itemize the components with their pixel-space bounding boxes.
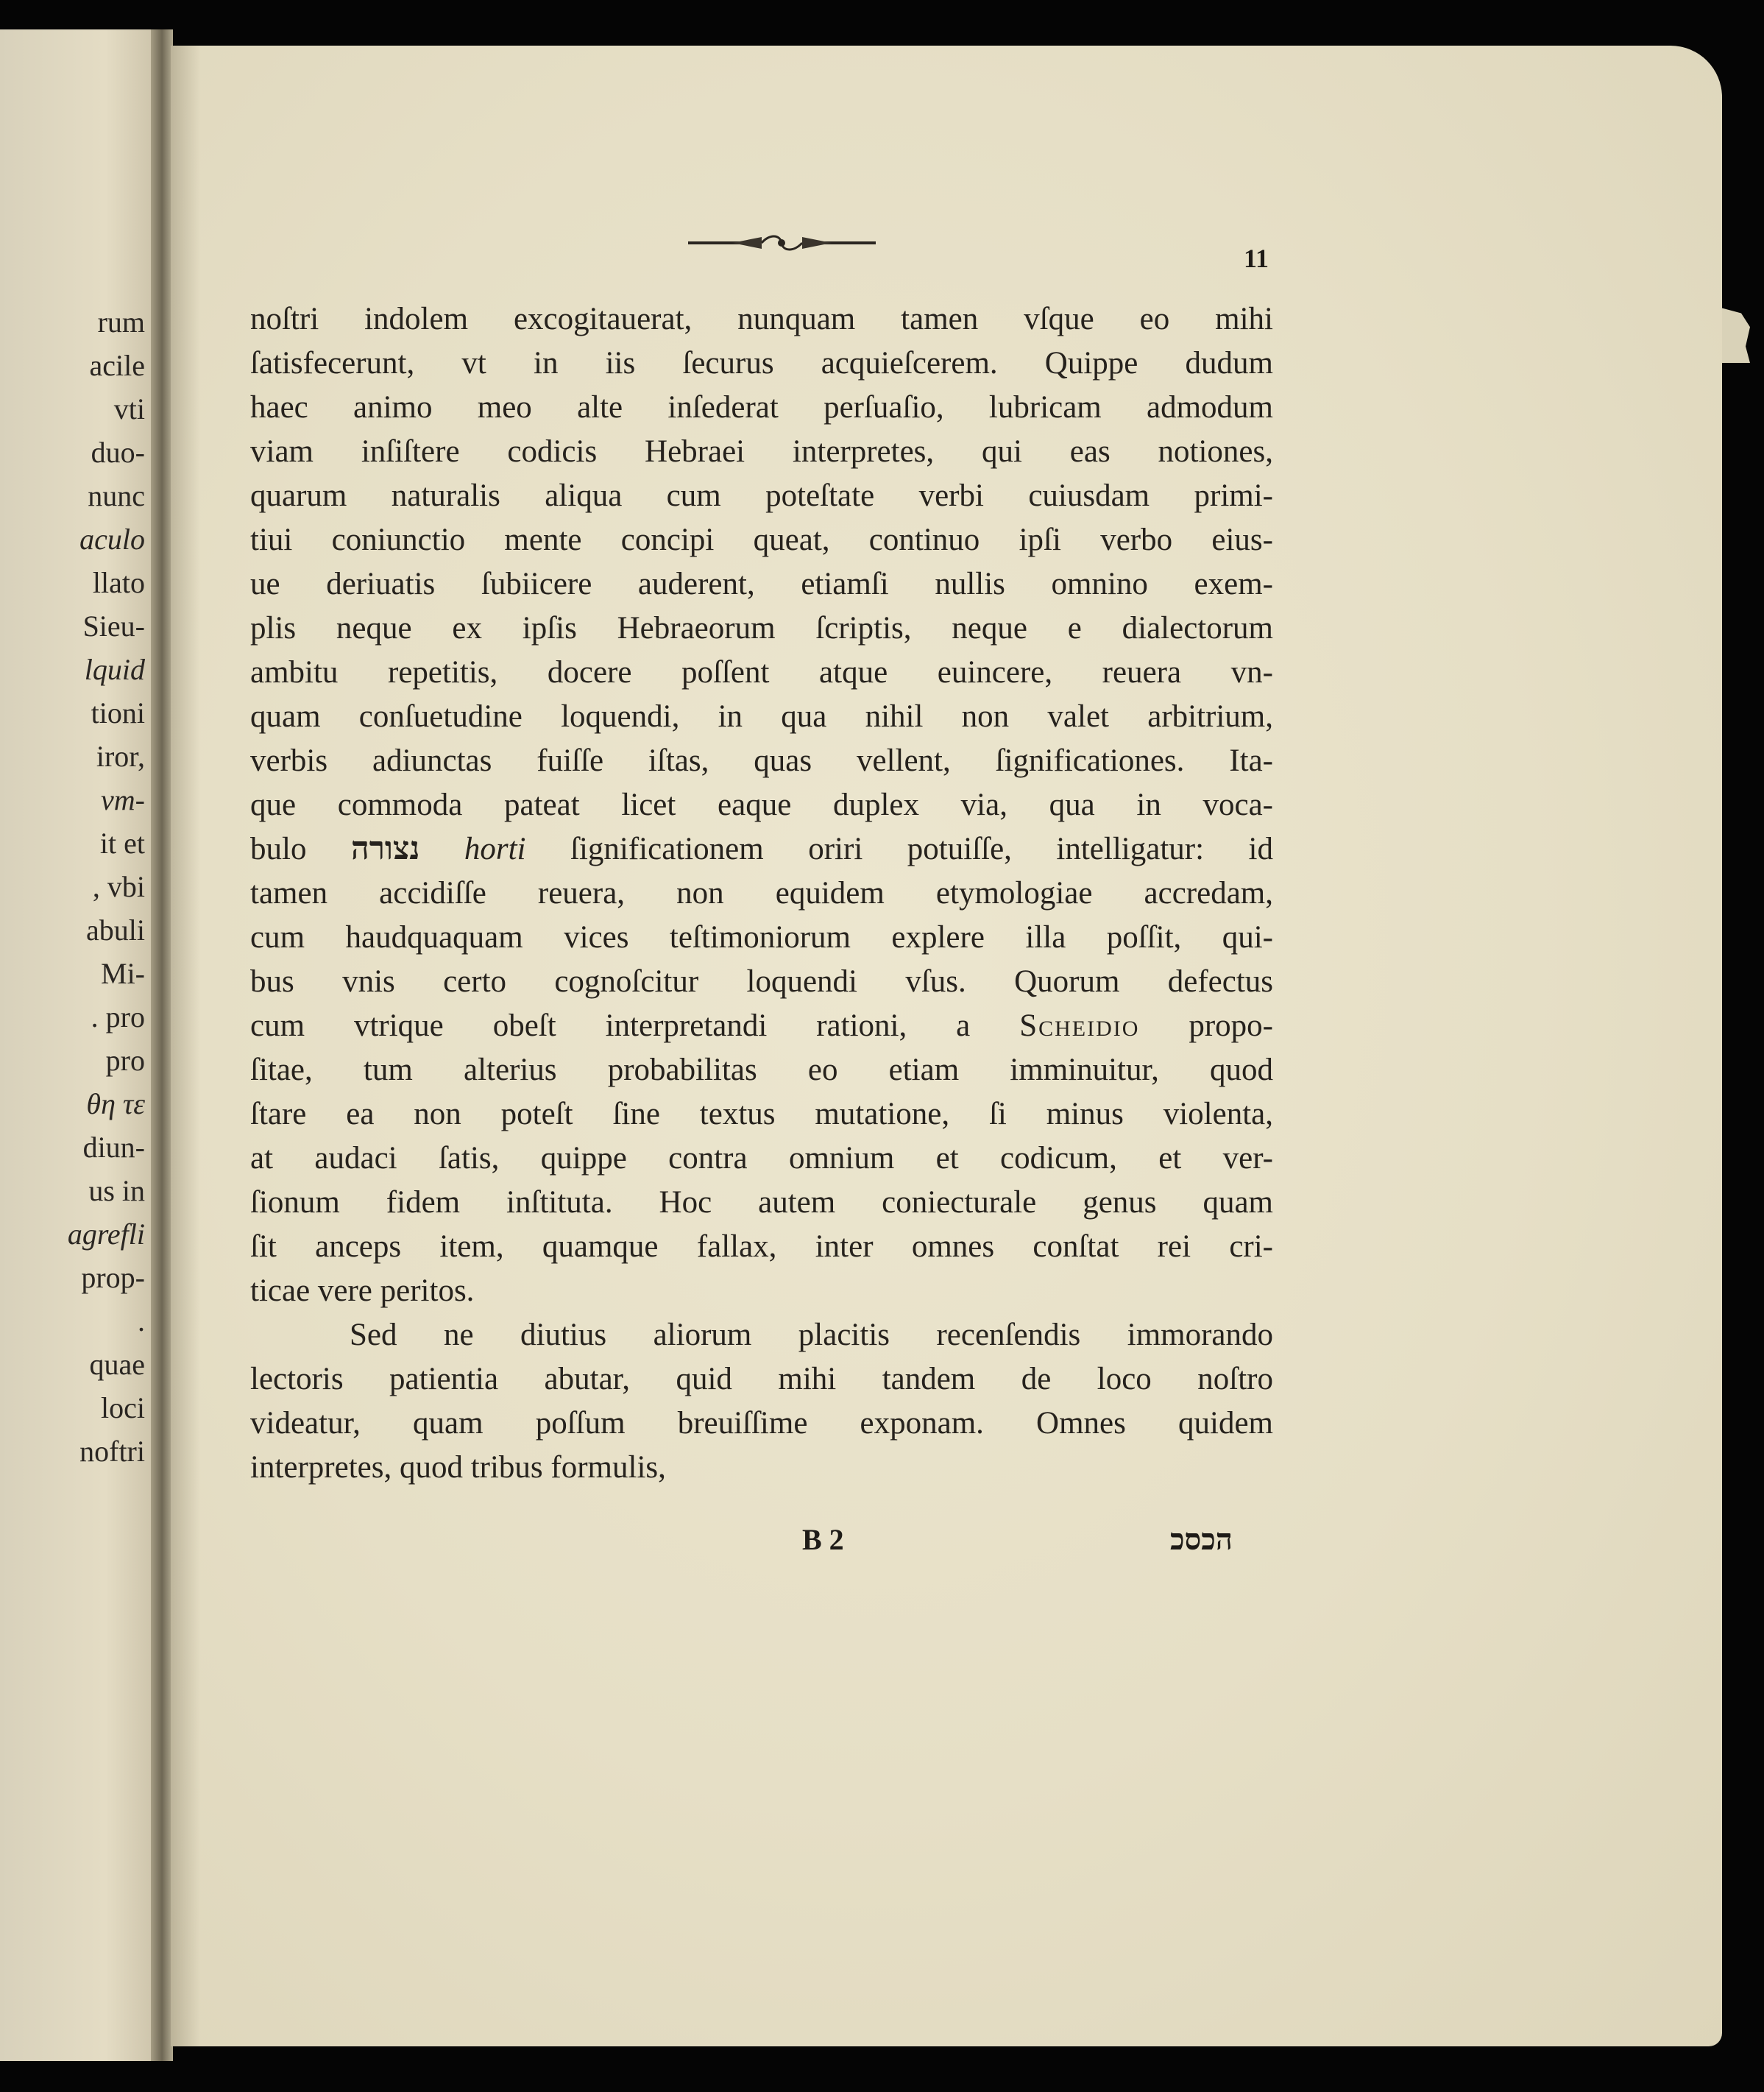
left-page-fragment: loci (101, 1391, 145, 1424)
text-line: bulo נצורה horti ſignificationem oriri potuiſſe, intelligatur: id (250, 832, 1273, 866)
text-line: verbis adiunctas fuiſſe iſtas, quas vellent, ſignificationes. Ita- (250, 743, 1273, 778)
signature-mark: B 2 (802, 1523, 844, 1556)
text-line: bus vnis certo cognoſcitur loquendi vſus. Quorum defectus (250, 964, 1273, 999)
text-line: ſatisfecerunt, vt in iis ſecurus acquieſcerem. Quippe dudum (250, 346, 1273, 381)
left-page-fragment: pro (105, 1044, 145, 1077)
left-page-fragment: llato (92, 566, 145, 599)
text-line: cum haudquaquam vices teſtimoniorum explere illa poſſit, qui- (250, 920, 1273, 955)
left-page-fragment: vm- (101, 783, 145, 816)
left-page-fragment: abuli (86, 914, 145, 947)
text-line: ſtare ea non poteſt ſine textus mutatione, ſi minus violenta, (250, 1097, 1273, 1131)
text-line: ambitu repetitis, docere poſſent atque euincere, reuera vn- (250, 655, 1273, 690)
text-line: lectoris patientia abutar, quid mihi tandem de loco noſtro (250, 1362, 1273, 1396)
left-page-fragment: vti (113, 392, 145, 425)
text-line: at audaci ſatis, quippe contra omnium et codicum, et ver- (250, 1141, 1273, 1176)
left-page-fragment: rum (97, 305, 145, 339)
text-line: ticae vere peritos. (250, 1273, 475, 1308)
left-page-fragment: , vbi (92, 870, 145, 903)
text-line: plis neque ex ipſis Hebraeorum ſcriptis, neque e dialectorum (250, 611, 1273, 646)
left-page-fragment: diun- (82, 1131, 145, 1164)
text-line: ſionum fidem inſtituta. Hoc autem coniecturale genus quam (250, 1185, 1273, 1220)
left-page-fragment: duo- (91, 436, 145, 469)
book-gutter (151, 29, 173, 2061)
text-line: interpretes, quod tribus formulis, (250, 1450, 666, 1485)
left-page-fragment: agrefli (67, 1218, 145, 1251)
text-line: haec animo meo alte inſederat perſuaſio, lubricam admodum (250, 390, 1273, 425)
text-line: quam conſuetudine loquendi, in qua nihil non valet arbitrium, (250, 699, 1273, 734)
left-page-fragment: Mi- (101, 957, 145, 990)
left-page-fragment: tioni (91, 696, 145, 729)
left-page-fragment: nunc (88, 479, 145, 512)
left-page-fragment: . (138, 1304, 145, 1337)
text-line: que commoda pateat licet eaque duplex via, qua in voca- (250, 788, 1273, 822)
left-page-fragment: iror, (96, 740, 145, 773)
left-page-fragment: it et (99, 827, 145, 860)
left-page-fragment: . pro (91, 1000, 145, 1033)
catchword: הכסכ (1170, 1523, 1233, 1556)
left-page-fragment: quae (89, 1348, 145, 1381)
left-page-fragment: prop- (81, 1261, 145, 1294)
left-page-fragment: aculo (79, 523, 145, 556)
page-number: 11 (1244, 244, 1269, 273)
text-line: noſtri indolem excogitauerat, nunquam tamen vſque eo mihi (250, 302, 1273, 336)
text-line: viam inſiſtere codicis Hebraei interpretes, qui eas notiones, (250, 434, 1273, 469)
hebrew-word: נצורה (350, 832, 420, 866)
left-page (0, 29, 151, 2061)
left-page-fragment: Sieu- (82, 609, 145, 643)
left-page-fragment: lquid (84, 653, 145, 686)
text-line: quarum naturalis aliqua cum poteſtate verbi cuiusdam primi- (250, 478, 1273, 513)
left-page-fragment: noftri (79, 1435, 145, 1468)
body-text (250, 297, 1273, 1490)
left-page-fragment: acile (89, 349, 145, 382)
text-line: Sed ne diutius aliorum placitis recenſendis immorando (350, 1318, 1273, 1352)
italic-word: horti (464, 832, 526, 866)
text-line: ue deriuatis ſubiicere auderent, etiamſi nullis omnino exem- (250, 567, 1273, 601)
author-name-scheidio: Scheidio (1019, 1008, 1140, 1043)
torn-page-edge (1721, 308, 1750, 363)
header-ornament (688, 233, 876, 253)
text-line: ſitae, tum alterius probabilitas eo etiam imminuitur, quod (250, 1053, 1273, 1087)
text-line: tamen accidiſſe reuera, non equidem etymologiae accredam, (250, 876, 1273, 911)
left-page-fragment: θη τε (86, 1087, 145, 1120)
left-page-fragment: us in (88, 1174, 145, 1207)
text-line: videatur, quam poſſum breuiſſime exponam. Omnes quidem (250, 1406, 1273, 1441)
text-line: cum vtrique obeſt interpretandi rationi, a Scheidio propo- (250, 1008, 1273, 1043)
text-line: ſit anceps item, quamque fallax, inter omnes conſtat rei cri- (250, 1229, 1273, 1264)
text-line: tiui coniunctio mente concipi queat, continuo ipſi verbo eius- (250, 523, 1273, 557)
left-page-text-fragments (68, 300, 145, 1473)
